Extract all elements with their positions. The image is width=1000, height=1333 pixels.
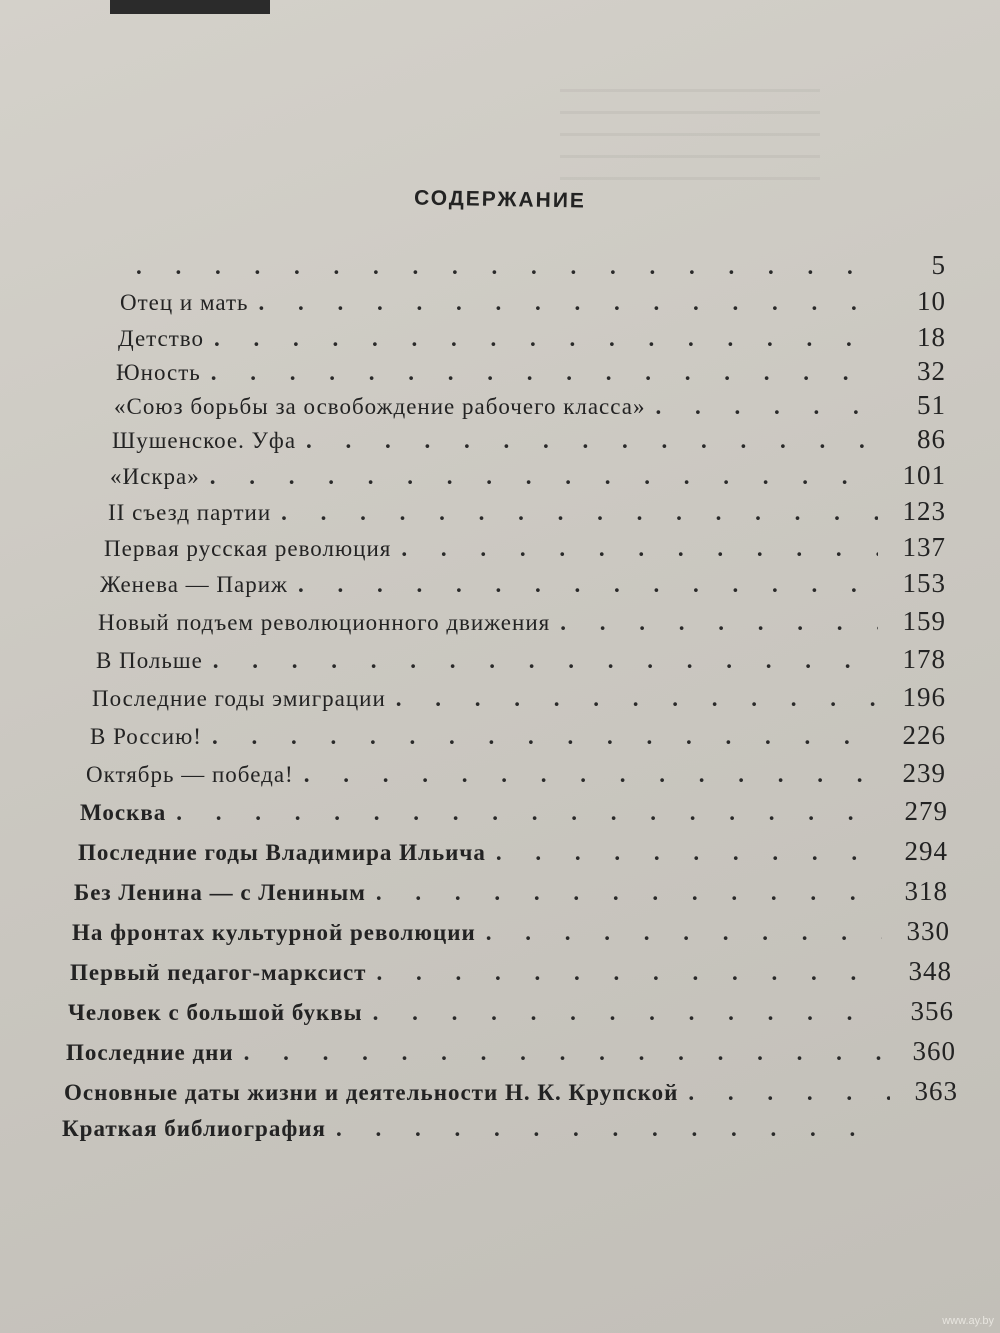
dot-leader xyxy=(560,610,878,636)
toc-entry-page: 123 xyxy=(902,496,946,526)
toc-entry xyxy=(96,644,946,680)
dot-leader xyxy=(259,290,878,316)
dot-leader xyxy=(210,464,878,490)
dot-leader xyxy=(136,254,878,280)
toc-entry xyxy=(68,996,954,1032)
toc-entry-page: 239 xyxy=(902,758,946,788)
toc-entry-title: II съезд партии xyxy=(108,500,272,525)
dot-leader xyxy=(298,572,878,598)
dot-leader xyxy=(401,536,878,562)
toc-entry xyxy=(80,796,948,832)
toc-entry-title: Детство xyxy=(118,326,204,351)
toc-entry-title: Последние дни xyxy=(66,1040,234,1065)
toc-entry-page: 196 xyxy=(902,682,946,712)
watermark: www.ay.by xyxy=(942,1315,994,1327)
toc-entry-title: Человек с большой буквы xyxy=(68,1000,363,1025)
toc-entry xyxy=(92,682,946,718)
toc-entry-page: 10 xyxy=(917,286,946,316)
toc-entry-page: 356 xyxy=(910,996,954,1026)
toc-entry xyxy=(78,836,948,872)
dot-leader xyxy=(211,360,878,386)
dot-leader xyxy=(396,686,878,712)
toc-entry xyxy=(70,956,952,992)
dot-leader xyxy=(281,500,878,526)
toc-entry-title: Без Ленина — с Лениным xyxy=(74,880,366,905)
dot-leader xyxy=(304,762,878,788)
toc-entry-page: 348 xyxy=(908,956,952,986)
toc-entry-page: 18 xyxy=(917,322,946,352)
toc-entry xyxy=(62,1116,958,1152)
toc-entry-page: 101 xyxy=(902,460,946,490)
toc-entry-page: 5 xyxy=(931,250,946,280)
toc-entry-title: Первый педагог-марксист xyxy=(70,960,367,985)
toc-entry-title: Москва xyxy=(80,800,167,825)
toc-entry-title: Новый подъем революционного движения xyxy=(98,610,551,635)
toc-entry-title: Юность xyxy=(116,360,201,385)
toc-entry-title: «Союз борьбы за освобождение рабочего класса» xyxy=(114,394,646,419)
toc-entry-page: 279 xyxy=(904,796,948,826)
toc-entry-page: 226 xyxy=(902,720,946,750)
toc-entry-page: 137 xyxy=(902,532,946,562)
toc-entry xyxy=(118,322,946,358)
toc-entry-title: Отец и мать xyxy=(120,290,249,315)
toc-entry-page: 32 xyxy=(917,356,946,386)
toc-entry xyxy=(112,424,946,460)
dot-leader xyxy=(212,724,878,750)
toc-entry-page: 178 xyxy=(902,644,946,674)
toc-entry-page: 51 xyxy=(917,390,946,420)
toc-entry-page: 363 xyxy=(914,1076,958,1106)
dot-leader xyxy=(655,394,878,420)
toc-entry-title: Первая русская революция xyxy=(104,536,392,561)
toc-entry-page: 330 xyxy=(906,916,950,946)
toc-entry xyxy=(110,460,946,496)
toc-entry-title: Октябрь — победа! xyxy=(86,762,294,787)
toc-entry-title: Последние годы Владимира Ильича xyxy=(78,840,486,865)
toc-entry-title: Последние годы эмиграции xyxy=(92,686,386,711)
toc-entry xyxy=(86,758,946,794)
toc-entry xyxy=(120,286,946,322)
toc-entry xyxy=(90,720,946,756)
toc-entry-title: Шушенское. Уфа xyxy=(112,428,297,453)
dot-leader xyxy=(486,920,882,946)
toc-entry-page: 159 xyxy=(902,606,946,636)
dot-leader xyxy=(376,960,884,986)
dot-leader xyxy=(336,1116,890,1142)
toc-entry xyxy=(100,568,946,604)
toc-entry-title: «Искра» xyxy=(110,464,200,489)
dot-leader xyxy=(373,1000,886,1026)
toc-entry-title: Женева — Париж xyxy=(100,572,288,597)
toc-entry xyxy=(108,496,946,532)
toc-entry xyxy=(126,250,946,286)
toc-entry-page: 294 xyxy=(904,836,948,866)
toc-entry-title: Краткая библиография xyxy=(62,1116,326,1141)
toc-entry xyxy=(104,532,946,568)
toc-entry xyxy=(66,1036,956,1072)
dot-leader xyxy=(688,1080,890,1106)
toc-entry xyxy=(74,876,948,912)
toc-entry xyxy=(114,390,946,426)
toc-entry-page: 153 xyxy=(902,568,946,598)
toc-entry-title: На фронтах культурной революции xyxy=(72,920,476,945)
dot-leader xyxy=(213,648,878,674)
page-title: СОДЕРЖАНИЕ xyxy=(413,186,587,213)
toc-entry xyxy=(64,1076,958,1112)
toc-entry xyxy=(98,606,946,642)
dot-leader xyxy=(496,840,880,866)
toc-entry-title: Основные даты жизни и деятельности Н. К. Крупской xyxy=(64,1080,679,1105)
dot-leader xyxy=(176,800,880,826)
toc-entry-page: 318 xyxy=(904,876,948,906)
dot-leader xyxy=(306,428,878,454)
dot-leader xyxy=(244,1040,888,1066)
toc-entry xyxy=(72,916,950,952)
toc-entry-title: В Польше xyxy=(96,648,203,673)
dot-leader xyxy=(214,326,878,352)
toc-entry-title: В Россию! xyxy=(90,724,202,749)
toc-entry xyxy=(116,356,946,392)
dot-leader xyxy=(376,880,880,906)
toc-entry-page: 360 xyxy=(912,1036,956,1066)
toc-entry-page: 86 xyxy=(917,424,946,454)
